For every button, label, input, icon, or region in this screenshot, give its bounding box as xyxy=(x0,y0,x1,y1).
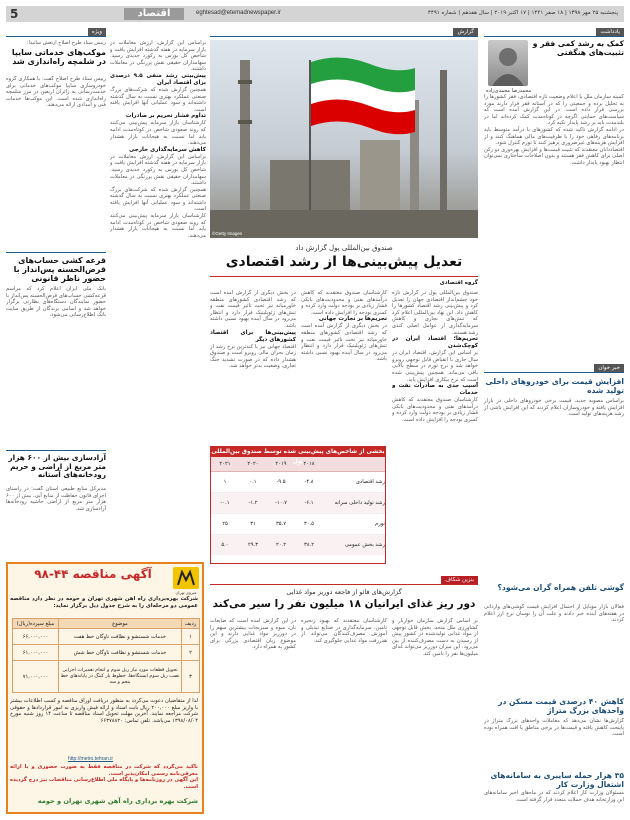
ad-body: لذا از متقاضیان دعوت می‌گردد به منظور دریافت اوراق مناقصه و کسب اطلاعات بیشتر با واریز مبلغ ۲۰۰,۰۰۰ ریال بابت اسناد و ارائه فیش واریزی به امور قراردادها و حقوقی شرکت مراجعه نمایند. آخرین مهلت تحویل اسناد مناقصه تا ساعت ۱۴ روز شنبه مورخ ۱۳۹۸/۰۸/۰۴ می‌باشد. تلفن تماس: ۶۶۳۷۸۸۲۰ xyxy=(10,698,198,724)
side-story-body: رییس ستاد طرح اصلاح گفت: با همکاری گروه خودروسازی سایپا موکب‌های خدماتی برای خدمت‌رسانی به زائران اربعین در مرز شلمچه راه‌اندازی شده است. این موکب‌ها خدمات فنی و امدادی ارائه می‌دهند. xyxy=(6,76,106,109)
news-item-body: گزارش‌ها نشان می‌دهد که معاملات واحدهای بزرگ متراژ در پایتخت کاهش یافته و قیمت‌ها در برخی مناطق با افت همراه بوده است. xyxy=(484,718,624,738)
table-row: رشد بخش عمومی ۳۸.۲ ۲۰.۲ ۲۹.۳ ۵.۰ xyxy=(211,534,385,555)
story-col-2: کارشناسان صندوق معتقدند که کاهش درآمدهای نفتی و محدودیت‌های بانکی فشار زیادی بر بودجه دولت وارد کرده و کسری بودجه را افزایش داده است. تحریم‌ها بر تجارت جهانی در بخش دیگری از گزارش آمده است که رشد اقتصادی کشورهای منطقه خاورمیانه نیز تحت تاثیر قیمت نفت و تنش‌های ژئوپلیتیک قرار دارد و انتظار می‌رود در سال آینده بهبود نسبی داشته باشد. xyxy=(301,290,387,363)
news-item-title: ۳۵ هزار حمله سایبری به سامانه‌های اشتغال وزارت کار xyxy=(490,771,624,789)
middle-body: براساس این گزارش، ارزش معاملات در بازار سرمایه در هفته گذشته افزایش یافت و شاخص کل بورس به رکورد جدیدی رسید. سهامداران حقیقی نقش پررنگی در معاملات داشتند. پیش‌بینی رشد منفی ۹.۵ درصدی برای اقتصاد ایران همچنین گزارش شده که شرکت‌های بزرگ صنعتی عملکرد بهتری نسبت به سال گذشته داشته‌اند و سود عملیاتی آنها افزایش یافته است. تداوم فشار تحریم بر صادرات کارشناسان بازار سرمایه پیش‌بینی می‌کنند که روند صعودی شاخص در کوتاه‌مدت ادامه یابد اما نسبت به هیجانات بازار هشدار می‌دهند. کاهش سرمایه‌گذاری خارجی براساس این گزارش، ارزش معاملات در بازار سرمایه در هفته گذشته افزایش یافت و شاخص کل بورس به رکورد جدیدی رسید. سهامداران حقیقی نقش پررنگی در معاملات داشتند. همچنین گزارش شده که شرکت‌های بزرگ صنعتی عملکرد بهتری نسبت به سال گذشته داشته‌اند و سود عملیاتی آنها افزایش یافته است. کارشناسان بازار سرمایه پیش‌بینی می‌کنند که روند صعودی شاخص در کوتاه‌مدت ادامه یابد اما نسبت به هیجانات بازار هشدار می‌دهند. xyxy=(110,40,206,239)
divider xyxy=(210,584,478,585)
metro-logo-icon xyxy=(173,567,199,589)
author-photo xyxy=(488,40,528,86)
ad-notes: تاکید می‌گردد که شرکت در مناقصه فقط به صورت حضوری و با ارائه معرفی‌نامه رسمی امکان‌پذیر است. این آگهی در روزنامه‌ها و پایگاه ملی اطلاع‌رسانی مناقصات نیز درج گردیده است. xyxy=(10,764,198,790)
ad-title: آگهی مناقصه ۴۴-۹۸ xyxy=(34,567,152,581)
side-story-title: موکب‌های خدماتی سایپا در شلمچه راه‌اندازی شد xyxy=(11,48,106,67)
note-author: محمدرضا محمدی‌زاده xyxy=(486,88,532,94)
sub-headline: دور ریز غذای ایرانیان ۱۸ میلیون نفر را سیر می‌کند xyxy=(212,598,476,610)
section-tag-special: ویژه xyxy=(88,28,106,36)
divider xyxy=(484,36,624,37)
left-side-column xyxy=(6,28,106,558)
divider xyxy=(6,450,106,451)
sub-col-2: کارشناسان معتقدند که بهبود زنجیره تامین، سرمایه‌گذاری در صنایع تبدیلی و آموزش مصرف‌کنندگان می‌تواند از هدررفت مواد غذایی جلوگیری کند. xyxy=(301,618,387,644)
news-item-body: مسئولان وزارت کار اعلام کردند که در ماه‌های اخیر سامانه‌های این وزارتخانه هدف حملات متعدد قرار گرفته است. xyxy=(484,790,624,803)
table-title: بخشی از شاخص‌های پیش‌بینی شده توسط صندوق بین‌المللی پول xyxy=(211,449,385,465)
news-item-title: افزایش قیمت برای خودروهای داخلی تولید شده xyxy=(485,377,624,395)
news-item-body: فعالان بازار موبایل از احتمال افزایش قیمت گوشی‌های وارداتی در هفته‌های آینده خبر دادند و علت آن را نوسان نرخ ارز اعلام کردند. xyxy=(484,604,624,624)
news-item-body: براساس مصوبه جدید، قیمت برخی خودروهای داخلی در بازار افزایش یافته و خودروسازان اعلام کردند که این افزایش ناشی از رشد هزینه‌های تولید است. xyxy=(484,398,624,418)
section-tag-news: خبر خوان xyxy=(594,364,624,372)
ad-footer: شرکت بهره برداری راه آهن شهری تهران و حومه xyxy=(37,797,198,805)
note-body: کمیته سازمان ملل با اعلام وضعیت تازه اقتصادی، فقر کشورها را به تحلیل برده و جمعیتی را که در آستانه فقر قرار دارند مورد بررسی قرار داده است. در این گزارش آمده است که سیاست‌های حمایتی اگرچه در کوتاه‌مدت کمک کرده‌اند اما در بلندمدت باید بر رشد پایدار تکیه کرد. در ادامه گزارش تاکید شده که کشورهای با درآمد متوسط باید برنامه‌های رفاهی خود را با ظرفیت‌های مالی هماهنگ کنند و از افزایش هزینه‌های غیرضروری پرهیز کنند تا تورم کنترل شود. اقتصاددانان معتقدند که تثبیت قیمت‌ها و افزایش بهره‌وری دو رکن اصلی برای کاهش فقر هستند و بدون اصلاحات ساختاری نمی‌توان انتظار بهبود پایدار داشت. xyxy=(484,94,624,166)
note-headline: کمک به رشد کمی فقر و تثبیت‌های هنگفتی xyxy=(532,39,624,57)
news-item-title: کاهش ۴۰ درصدی قیمت مسکن در واحدهای بزرگ متراژ xyxy=(498,697,624,715)
ad-table-row: ۱ خدمات شستشو و نظافت ناوگان خط هفت ۶۶,۰۰۰,۰۰۰ xyxy=(13,629,200,645)
side-story-body: مدیرکل منابع طبیعی استان گفت: در راستای اجرای قانون حفاظت از منابع آبی، بیش از ۶۰۰ هزار متر مربع از اراضی حاشیه رودخانه‌ها آزادسازی شد. xyxy=(6,486,106,512)
side-story-body: بانک ملی ایران اعلام کرد که مراسم قرعه‌کشی حساب‌های قرض‌الحسنه پس‌انداز با حضور نمایندگان دستگاه‌های نظارتی برگزار خواهد شد و اسامی برندگان از طریق سایت بانک اطلاع‌رسانی می‌شود. xyxy=(6,286,106,319)
divider xyxy=(484,372,624,373)
story-col-1: صندوق بین‌المللی پول در گزارش تازه خود چشم‌انداز اقتصادی جهان را تعدیل کرد و پیش‌بینی رشد اقتصاد کشورها را کاهش داد. این نهاد بین‌المللی اعلام کرد که تنش‌های تجاری و کاهش سرمایه‌گذاری از عوامل اصلی کندی رشد هستند. تحریم‌ها؛ اقتصاد ایران در کوچک‌شدن بر اساس این گزارش، اقتصاد ایران در سال جاری با انقباض قابل توجهی روبرو خواهد شد و نرخ تورم در سطح بالایی باقی می‌ماند. همچنین پیش‌بینی شده است که نرخ بیکاری افزایش یابد. آسیب جدی به صادرات نفت و خدمات کارشناسان صندوق معتقدند که کاهش درآمدهای نفتی و محدودیت‌های بانکی فشار زیادی بر بودجه دولت وارد کرده و کسری بودجه را افزایش داده است. xyxy=(392,290,478,423)
refinery-illustration xyxy=(210,40,478,238)
refinery-photo xyxy=(210,40,478,238)
table-header: ۲۰۲۰ xyxy=(239,457,267,471)
ad-table-header: موضوع xyxy=(59,619,182,629)
table-row: تورم ۳۰.۵ ۳۵.۷ ۳۱ ۲۵ xyxy=(211,513,385,534)
section-tag-note: یادداشت xyxy=(596,28,624,36)
ad-url[interactable]: http://metro.tehran.ir xyxy=(68,756,114,762)
logo-caption: متروی تهران xyxy=(175,590,197,595)
section-tag-report: گزارش xyxy=(453,28,478,36)
photo-credit: ©Getty Images xyxy=(212,231,243,236)
divider xyxy=(210,36,478,37)
story-col-3: در بخش دیگری از گزارش آمده است که رشد اقتصادی کشورهای منطقه خاورمیانه نیز تحت تاثیر قیمت نفت و تنش‌های ژئوپلیتیک قرار دارد و انتظار می‌رود در سال آینده بهبود نسبی داشته باشد. پیش‌بینی‌ها برای اقتصاد کشورهای دیگر اقتصاد جهانی نیز با کندترین نرخ رشد از زمان بحران مالی روبرو است و صندوق هشدار داده که در صورت تشدید جنگ تجاری، وضعیت بدتر خواهد شد. xyxy=(210,290,296,370)
ad-table-header: مبلغ سپرده(ریال) xyxy=(13,619,59,629)
person-icon xyxy=(488,40,528,86)
divider xyxy=(6,252,106,253)
story-kicker: صندوق بین‌المللی پول گزارش داد xyxy=(295,244,393,252)
ad-table-header: ردیف xyxy=(182,619,200,629)
table-header xyxy=(323,457,385,471)
story-byline: گروه اقتصادی xyxy=(439,280,478,286)
divider xyxy=(210,276,478,277)
main-story xyxy=(210,28,478,570)
food-waste-story xyxy=(210,576,478,816)
page-number: 5 xyxy=(10,7,19,21)
sub-col-1: بر اساس گزارش سازمان خواربار و کشاورزی ملل متحد، بخش قابل توجهی از مواد غذایی تولیدشده در کشور پیش از رسیدن به دست مصرف‌کننده از بین می‌رود. این میزان دورریز می‌تواند غذای میلیون‌ها نفر را تامین کند. xyxy=(392,618,478,657)
sub-kicker: گزارش‌های فائو از فاجعه دوریز مواد غذایی xyxy=(286,588,402,596)
middle-column xyxy=(110,28,206,558)
sub-col-3: در این گزارش آمده است که ضایعات نان، میوه و سبزیجات بیشترین سهم را در دورریز مواد غذایی دارند و این موضوع زیان اقتصادی بزرگی برای کشور به همراه دارد. xyxy=(210,618,296,651)
table-row: رشد تولید داخلی سرانه ۶.۱- ۱۰.۷- ۱.۲- ۰.۱- xyxy=(211,492,385,513)
divider xyxy=(6,36,106,37)
story-headline: تعدیل پیش‌بینی‌ها از رشد اقتصادی xyxy=(225,254,463,270)
news-item-title: گوشی تلفن همراه گران می‌شود؟ xyxy=(497,583,624,592)
page-header xyxy=(6,6,624,22)
table-header: ۲۰۱۸ xyxy=(295,457,323,471)
ad-table-row: ۲ خدمات شستشو و نظافت ناوگان خط شش ۶۱,۰۰۰,۰۰۰ xyxy=(13,645,200,661)
imf-indicators-table xyxy=(210,446,386,564)
section-tag-sub: بنزین شکاف xyxy=(441,576,478,584)
tender-ad xyxy=(6,562,204,814)
ad-table-row: ۳ تحویل قطعات مورد نیاز ریل سوم و انجام تعمیرات اجرایی نصب ریل سوم ایستگاه‌ها، خطوط بار کینگ در پایانه‌های خط پنجم و سه ۷۱,۰۰۰,۰۰۰ xyxy=(13,661,200,693)
date-line: پنجشنبه ۲۵ مهر ۱۳۹۸ | ۱۸ صفر ۱۴۴۱ | ۱۷ اکتبر ۲۰۱۹ | سال هفدهم | شماره ۴۴۹۱ xyxy=(427,10,618,16)
right-column xyxy=(484,28,624,820)
table-row: رشد اقتصادی ۴.۸- ۹.۵- ۰.۱ ۱ xyxy=(211,471,385,492)
email-address[interactable]: eghtesad@etemadnewspaper.ir xyxy=(196,10,281,16)
metro-logo xyxy=(173,567,199,589)
table-header: ۲۰۱۹ xyxy=(267,457,295,471)
table-grid xyxy=(211,457,385,555)
ad-intro: شرکت بهره‌برداری راه آهن شهری تهران و حومه در نظر دارد مناقصه عمومی دو مرحله‌ای را به شرح جدول ذیل برگزار نماید: xyxy=(10,596,198,609)
ad-table xyxy=(12,618,200,693)
section-title: اقتصاد xyxy=(124,8,184,20)
story-kicker: رییس ستاد طرح اصلاح ارتعش ساتیدا: xyxy=(26,40,106,46)
side-story-title: قرعه کشی حساب‌های قرض‌الحسنه پس‌انداز با حضور ناظر قانونی xyxy=(13,256,106,284)
table-header: ۲۰۲۱ xyxy=(211,457,239,471)
side-story-title: آزادسازی بیش از ۶۰۰ هزار متر مربع از اراضی و حریم رودخانه‌های آستانه xyxy=(8,453,106,480)
